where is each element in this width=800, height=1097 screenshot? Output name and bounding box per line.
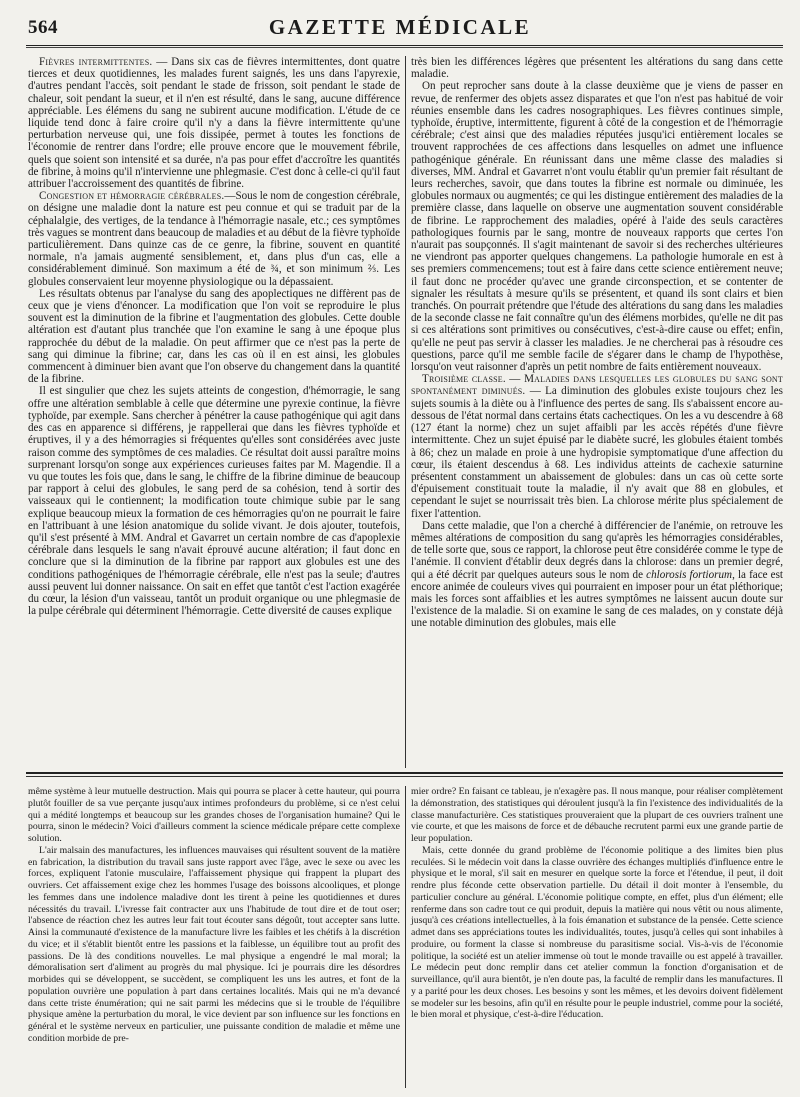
paragraph-text: Dans cette maladie, que l'on a cherché à différencier de l'anémie, on retrouve les mêmes altérations de composition du sang qu'après les hémorragies considérables, de telle sorte que, sous ce rapport, la chlorose peut être considérée comme le type de l'anémie. Il convient d'établir deux degrés dans la chlorose: dans un premier degré, qui a été décrit par quelques auteurs sous le nom de xyxy=(411,519,783,581)
section-heading: Congestion et hémorragie cérébrales. xyxy=(39,190,225,203)
section-heading: Fièvres intermittentes. xyxy=(39,56,153,68)
italic-term: chlorosis fortiorum xyxy=(646,568,733,581)
paragraph-cerebral-congestion xyxy=(28,190,400,288)
paragraph-text: —Sous le nom de congestion cérébrale, on désigne une maladie dont la nature est peu connue et qui se traduit par de la céphalalgie, des vertiges, de la tendance à l'hémorragie nasale, etc.; ces symptômes très vagues se montrent dans beaucoup de maladies et au début de la fièvre typhoïde particulièrement. Dans quinze cas de ce genre, la fibrine, souvent en quantité normale, n'a jamais augmenté sensiblement, et, dans plus d'un cas, elle a considérablement diminué. Son maximum a été de ¾, et son minimum ⅔. Les globules conservaient leur moyenne physiologique ou la dépassaient. xyxy=(28,190,401,288)
bottom-left-column xyxy=(28,786,400,1088)
paragraph-continuation: même système à leur mutuelle destruction. Mais qui pourra se placer à cette hauteur, qui pourra plutôt fouiller de sa vue perçante jusqu'aux intimes profondeurs du problème, si ce n'est celui qui a médité longtemps et beaucoup sur les grandes choses de l'organisation humaine? Qui le pourra, sinon le médecin? Voici d'ailleurs comment la science médicale prépare cette complexe solution. xyxy=(28,786,400,844)
column-divider xyxy=(405,56,406,768)
top-right-column xyxy=(411,56,783,766)
column-divider xyxy=(405,786,406,1088)
paragraph: Mais, cette donnée du grand problème de l'économie politique a des limites bien plus reculées. Si le médecin voit dans la classe ouvrière des échanges multipliés d'influence entre le physique et le moral, s'il sait en mesurer en quelque sorte la force et l'étendue, il peut, il doit rendre plus féconde cette observation partielle. Du détail il doit monter à l'ensemble, du particulier conclure au général. L'économie politique compte, en effet, plus d'un élément; elle renferme dans son cadre tout ce qui produit, depuis la matière qui nous vêtit ou nous alimente, jusqu'à ces créations intellectuelles, à la fois émanation et substance de la pensée. Cette science admet dans ses appréciations toutes les individualités, toutes, jusqu'à celles qui sont inhabiles à produire, ou forment la classe si nombreuse du parasitisme social. Vis-à-vis de l'économie politique, la société est un atelier immense où tout le monde travaille ou est appelé à travailler. Le médecin peut donc remplir dans cet atelier commun la fonction d'organisation et de surveillance, qu'il aura bientôt, je n'en doute pas, la faculté de remplir dans les manufactures. Il y a parité pour les deux choses. Les besoins y sont les mêmes, et les devoirs doivent fidèlement se modeler sur les besoins, afin qu'il en résulte pour le peuple industriel, comme pour la société, le bien moral et physique, c'est-à-dire l'éducation. xyxy=(411,844,783,1021)
section-rule xyxy=(26,772,783,777)
paragraph: Il est singulier que chez les sujets atteints de congestion, d'hémorragie, le sang offre une altération semblable à celle que détermine une pyrexie continue, la fièvre typhoïde, par exemple. Sans chercher à pénétrer la cause pathogénique qui agit dans des cas en apparence si différens, je rappellerai que dans les fièvres typhoïde et éruptives, il y a des hémorragies si fréquentes qu'elles sont considérées avec juste raison comme des symptômes de ces maladies. Ce résultat doit aussi paraître moins surprenant lorsqu'on songe aux expériences curieuses faites par M. Magendie. Il a vu que toutes les fois que, dans le sang, le chiffre de la fibrine diminue de beaucoup par rapport à celui des globules, le sang perd de sa cohésion, tend à sortir des vaisseaux qui le contiennent; la modification toute chimique subie par le sang explique beaucoup mieux la formation de ces hémorragies qu'on ne pourrait le faire en l'attribuant à une lésion anatomique du solide vivant. Je dois ajouter, toutefois, qu'il s'est présenté à MM. Andral et Gavarret un certain nombre de cas d'apoplexie cérébrale dans lesquels le sang n'avait éprouvé aucune altération; il faut donc en conclure que si la diminution de la fibrine par rapport aux globules est une des conditions pathogéniques de l'hémorragie cérébrale, elle n'est pas la seule; d'autres aussi peuvent lui donner naissance. On sait en effet que tantôt c'est l'action exagérée du cœur, la lésion d'un vaisseau, tantôt un produit organique ou une phlegmasie de la pulpe cérébrale qui déterminent l'hémorragie. Cette diversité de causes explique xyxy=(28,385,400,618)
paragraph-text: — Dans six cas de fièvres intermittentes, dont quatre tierces et deux quotidiennes, les malades furent saignés, les uns dans l'apyrexie, d'autres pendant l'accès, soit pendant le stade de frisson, soit pendant le stade de chaleur, soit pendant la sueur, et il n'en est résulté, dans le sang, aucune différence appréciable. Les élémens du sang ne subirent aucune modification. L'étude de ce liquide tend donc à faire croire qu'il n'y a dans la fièvre intermittente qu'une perturbation nerveuse qui, une fois dissipée, permet à toutes les fonctions de l'économie de rentrer dans l'ordre; elle prouve encore que le mouvement fébrile, quels que soient son intensité et sa durée, n'a pas pour effet d'accroître les quantités de fibrine, à moins qu'il n'intervienne une phlegmasie. C'est donc à celle-ci qu'il faut attribuer l'accroissement des quantités de fibrine. xyxy=(28,56,400,191)
paragraph-continuation: mier ordre? En faisant ce tableau, je n'exagère pas. Il nous manque, pour réaliser complètement la démonstration, des statistiques qui déroulent jusqu'à la fin l'existence des individualités de la classe manufacturière. Ces statistiques prouveraient que la plupart de ces ouvriers traînent une vie courte, et que les maisons de force et de débauche recrutent parmi eux une grande partie de leur population. xyxy=(411,786,783,844)
top-left-column xyxy=(28,56,400,766)
paragraph-text: , la face est encore animée de couleurs vives qui pourraient en imposer pour un état pléthorique; mais les forces sont affaiblies et les autres symptômes ne laissent aucun doute sur l'existence de la maladie. Si on examine le sang de ces malades, on y constate déjà une notable diminution des globules, mais elle xyxy=(411,568,783,630)
paragraph-text: — La diminution des globules existe toujours chez les sujets soumis à la diète ou à l'influence des pertes de sang. Ils s'abaissent encore au-dessous de l'état normal dans certains états cachectiques. On les a vu descendre à 68 (127 étant la norme) chez un sujet affaibli par les accès répétés d'une fièvre intermittente. Chez un sujet épuisé par le diabète sucré, les globules étaient tombés à 86; chez un malade en proie à une hydropisie symptomatique d'une affection du cœur, ils étaient descendus à 68. Les individus atteints de cachexie saturnine présentent constamment un abaissement de globules: dans un cas où cette sorte d'épuisement constituait toute la maladie, il n'y avait que 88 en globules, et cependant le sujet se nourrissait très bien. La chlorose mérite plus spécialement de fixer l'attention. xyxy=(411,385,783,520)
paragraph-chlorosis xyxy=(411,520,783,630)
paragraph-continuation: très bien les différences légères que présentent les altérations du sang dans cette maladie. xyxy=(411,56,783,81)
bottom-right-column xyxy=(411,786,783,1088)
paragraph: Les résultats obtenus par l'analyse du sang des apoplectiques ne diffèrent pas de ceux que je viens d'énoncer. La modification que l'on voit se reproduire le plus souvent est la diminution de la fibrine et l'augmentation des globules. Cette double altération est d'autant plus tranchée que l'on examine le sang à une époque plus rapprochée du début de la maladie. On peut affirmer que ce n'est pas la perte de sang qui diminue la fibrine; car, dans les cas où il en est ainsi, les globules commencent à diminuer bien avant que l'on observe du changement dans la quantité de la fibrine. xyxy=(28,287,400,386)
paragraph-third-class xyxy=(411,373,783,519)
paragraph: L'air malsain des manufactures, les influences mauvaises qui résultent souvent de la matière en fabrication, la distribution du travail sans juste rapport avec l'âge, avec le sexe ou avec les forces, expliquent l'atonie musculaire, l'affaissement physique qui frappent la plupart des ouvriers. Cet affaissement exige chez les hommes l'usage des boissons alcooliques, et plonge les femmes dans une indolence maladive dont les tirent à peine les quotidiennes et dures nécessités du travail. L'ivresse fait contracter aux uns l'habitude de tout dire et de tout oser; l'absence de réaction chez les autres leur fait tout écouter sans dégoût, tout accepter sans lutte. Ainsi la communauté d'existence de la manufacture livre les faibles et les chétifs à la discrétion du vice; et il s'établit bientôt entre les passions et la faiblesse, un équilibre tout au profit des passions. De là des conditions nouvelles. Le mal physique a engendré le mal moral; la démoralisation sert d'aliment au progrès du mal physique. Ici je pourrais dire les désordres morbides qui se développent, se succèdent, se compliquent les uns les autres, et font de la population ouvrière une population à part dans certaines localités. Mais qui ne m'a devancé dans cette triste énumération; qui ne sait parmi les médecins que si le trouble de l'équilibre physique amène la perturbation du moral, le vice devient par son influence sur les fonctions en général et le système nerveux en particulier, une puissante condition de maladie et même une condition morbide de pre- xyxy=(28,844,400,1044)
masthead-title: GAZETTE MÉDICALE xyxy=(268,15,532,39)
paragraph-intermittent-fevers xyxy=(28,56,400,190)
header-rule xyxy=(26,45,783,48)
page-number: 564 xyxy=(28,17,58,38)
section-heading: Troisième classe. — Maladies dans lesquelles les globules du sang sont spontanément diminués. xyxy=(411,373,783,398)
paragraph: On peut reprocher sans doute à la classe deuxième que je viens de passer en revue, de renfermer des objets assez disparates et que l'on n'est pas habitué de voir réunies ensemble dans les cadres nosographiques. Les fièvres continues simple, typhoïde, éruptive, intermittente, figurent à côté de la congestion et de l'hémorragie cérébrale; c'est ainsi que des maladies réputées jusqu'ici entièrement locales se trouvent rapprochées de ces affections dans lesquelles on admet une influence pathogénique générale. En réunissant dans une même classe des maladies si diverses, MM. Andral et Gavarret n'ont voulu établir qu'un premier fait résultant de leurs recherches, savoir, que dans toutes la fibrine est normale ou diminuée, les globules normaux ou augmentés; ce qui les distingue entièrement des maladies de la première classe, dans laquelle on observe une augmentation souvent considérable de fibrine. Le rapprochement des maladies, opéré à l'aide des seuls caractères pathologiques fournis par le sang, montre de nouveaux rapports que certes l'on n'aurait pas soupçonnés. Il s'agit maintenant de savoir si des recherches ultérieures ne viendront pas apporter quelques changemens. La pathologie humorale en est à ses premiers commencemens; tout est à faire dans cette science entièrement neuve; il faut donc ne procéder qu'avec une grande circonspection, et se contenter de signaler les résultats à mesure qu'ils se présentent, et quand ils sont clairs et bien tranchés. On pourrait prétendre que l'étude des altérations du sang dans les maladies de la seconde classe ne fait connaître qu'un des élémens morbides, qu'elle ne dit pas si ces altérations sont primitives ou consécutives, c'est-à-dire cause ou effet; enfin, qu'elle ne peut pas servir à classer les maladies. Je ne chercherai pas à résoudre ces questions, parce qu'il me semble facile de s'égarer dans le champ de l'hypothèse, lorsqu'on veut raisonner d'après un petit nombre de faits entièrement nouveaux. xyxy=(411,80,783,374)
